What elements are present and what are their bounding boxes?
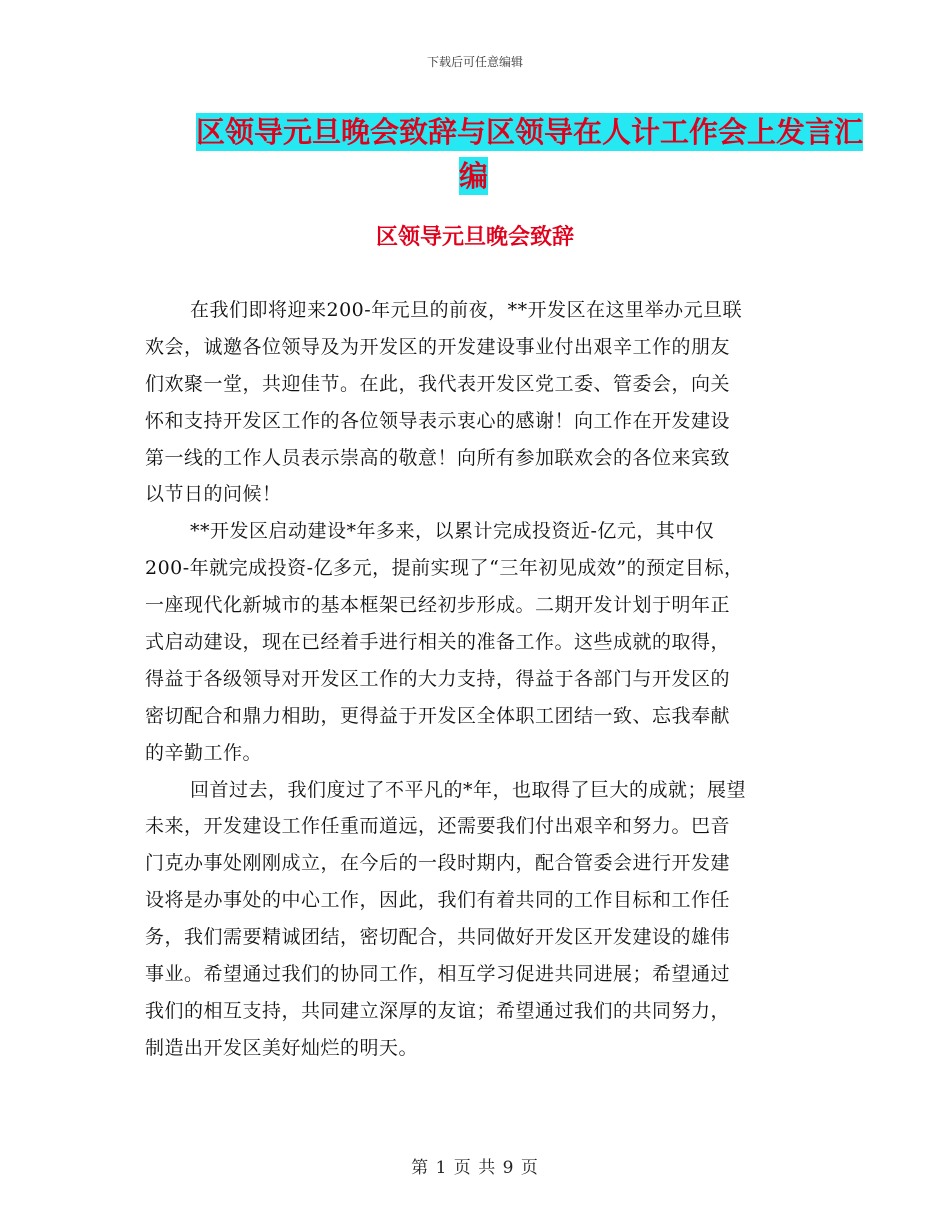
paragraph-1-line: 以节日的问候！ [145, 483, 282, 506]
paragraph-3-line: 务，我们需要精诚团结，密切配合，共同做好开发区开发建设的雄伟 [145, 926, 731, 949]
paragraph-3-line: 未来，开发建设工作任重而道远，还需要我们付出艰辛和努力。巴音 [145, 815, 731, 838]
paragraph-2-line: 得益于各级领导对开发区工作的大力支持，得益于各部门与开发区的 [145, 667, 731, 690]
paragraph-3-line: 回首过去，我们度过了不平凡的*年，也取得了巨大的成就；展望 [190, 778, 747, 801]
page-number: 第 1 页 共 9 页 [411, 1158, 539, 1178]
paragraph-3-line: 设将是办事处的中心工作，因此，我们有着共同的工作目标和工作任 [145, 889, 731, 912]
paragraph-1-line: 们欢聚一堂，共迎佳节。在此，我代表开发区党工委、管委会，向关 [145, 372, 731, 395]
paragraph-2-line: 式启动建设，现在已经着手进行相关的准备工作。这些成就的取得， [145, 631, 731, 654]
paragraph-1-line: 在我们即将迎来200-年元旦的前夜，**开发区在这里举办元旦联 [190, 299, 743, 321]
paragraph-2-line: 200-年就完成投资-亿多元，提前实现了“三年初见成效”的预定目标， [145, 557, 744, 580]
paragraph-1-line: 怀和支持开发区工作的各位领导表示衷心的感谢！向工作在开发建设 [145, 409, 731, 432]
paragraph-1-line: 欢会，诚邀各位领导及为开发区的开发建设事业付出艰辛工作的朋友 [145, 335, 731, 358]
section-title: 区领导元旦晚会致辞 [375, 225, 574, 250]
paragraph-2-line: 一座现代化新城市的基本框架已经初步形成。二期开发计划于明年正 [145, 594, 731, 617]
body-text [145, 292, 825, 1067]
paragraph-3-line: 事业。希望通过我们的协同工作，相互学习促进共同进展；希望通过 [145, 963, 731, 986]
paragraph-3-line: 我们的相互支持，共同建立深厚的友谊；希望通过我们的共同努力， [145, 999, 731, 1022]
paragraph-1-line: 第一线的工作人员表示崇高的敬意！向所有参加联欢会的各位来宾致 [145, 446, 731, 469]
paragraph-3-line: 制造出开发区美好灿烂的明天。 [145, 1036, 419, 1059]
document-title-line-2: 编 [459, 159, 489, 193]
paragraph-3-line: 门克办事处刚刚成立，在今后的一段时期内，配合管委会进行开发建 [145, 852, 731, 875]
header-note: 下载后可任意编辑 [426, 55, 523, 69]
paragraph-2-line: 密切配合和鼎力相助，更得益于开发区全体职工团结一致、忘我奉献 [145, 704, 731, 727]
paragraph-2-line: **开发区启动建设*年多来，以累计完成投资近-亿元，其中仅 [190, 520, 715, 543]
document-title-line-1: 区领导元旦晚会致辞与区领导在人计工作会上发言汇 [196, 115, 864, 149]
paragraph-2-line: 的辛勤工作。 [145, 741, 263, 764]
